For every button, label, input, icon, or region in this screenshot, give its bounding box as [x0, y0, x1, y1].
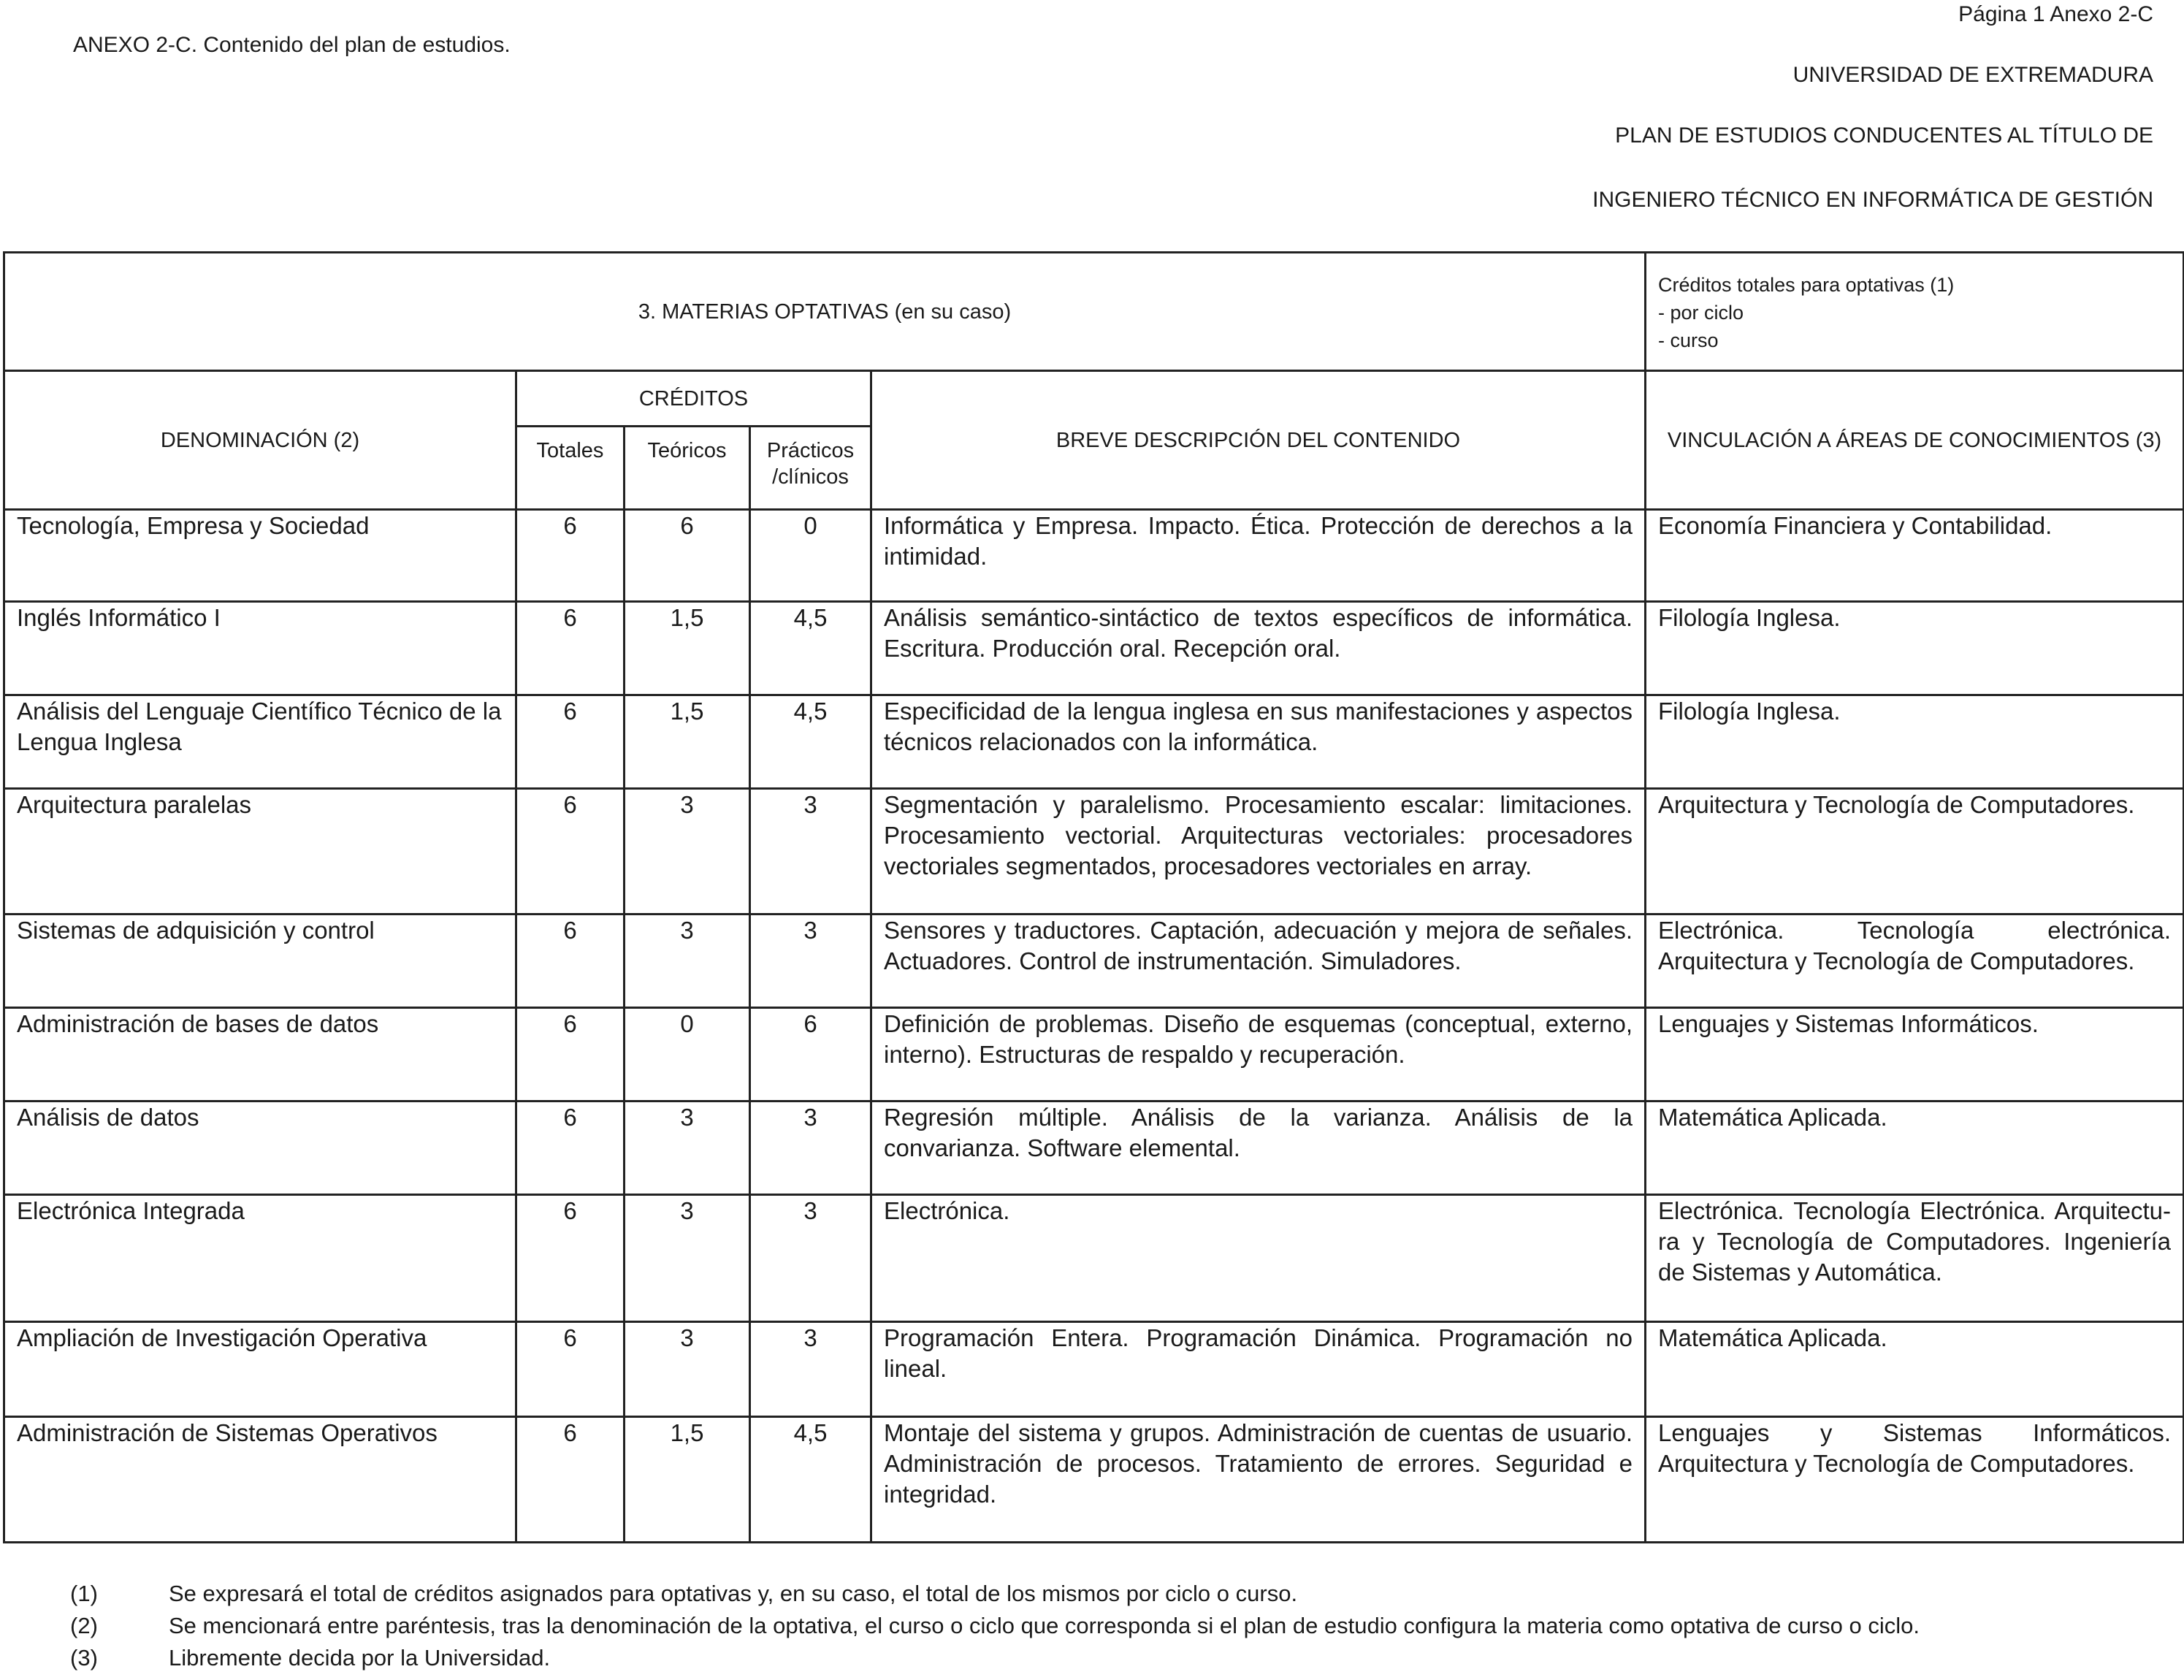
credits-practicos: 3	[750, 789, 871, 915]
subject-description: Electrónica.	[871, 1195, 1646, 1322]
knowledge-area: Electrónica. Tecnología Electrónica. Arquitectu-ra y Tecnología de Computadores. Ingeniería de Sistemas y Automática.	[1646, 1195, 2184, 1322]
subject-name: Electrónica Integrada	[4, 1195, 516, 1322]
table-row	[4, 789, 2184, 915]
table-row	[4, 1195, 2184, 1322]
credits-teoricos: 6	[625, 510, 750, 602]
subject-description: Análisis semántico-sintáctico de textos específicos de informática. Escritura. Producción oral. Recepción oral.	[871, 602, 1646, 695]
knowledge-area: Matemática Aplicada.	[1646, 1322, 2184, 1417]
credits-teoricos: 3	[625, 789, 750, 915]
optional-subjects-table	[3, 251, 2184, 1543]
credits-totales: 6	[516, 602, 625, 695]
subject-description: Segmentación y paralelismo. Procesamiento escalar: limitaciones. Procesamiento vectorial. Arquitecturas vectoriales: procesadores vectoriales segmentados, procesadores vectoriales en array.	[871, 789, 1646, 915]
table-row	[4, 1417, 2184, 1543]
credits-teoricos: 3	[625, 1322, 750, 1417]
header-teoricos: Teóricos	[625, 427, 750, 510]
annex-title: ANEXO 2-C. Contenido del plan de estudios.	[73, 33, 511, 57]
credits-totales: 6	[516, 1101, 625, 1195]
credits-practicos: 4,5	[750, 602, 871, 695]
credits-practicos: 4,5	[750, 695, 871, 789]
degree-title: INGENIERO TÉCNICO EN INFORMÁTICA DE GESTIÓN	[1592, 188, 2153, 212]
footnote	[70, 1642, 1920, 1674]
credits-teoricos: 0	[625, 1008, 750, 1101]
subject-description: Montaje del sistema y grupos. Administración de cuentas de usuario. Administración de procesos. Tratamiento de errores. Seguridad e integridad.	[871, 1417, 1646, 1543]
credits-practicos: 3	[750, 915, 871, 1008]
header-vinculacion: VINCULACIÓN A ÁREAS DE CONOCIMIENTOS (3)	[1646, 371, 2184, 510]
credits-totales: 6	[516, 789, 625, 915]
subject-description: Regresión múltiple. Análisis de la varianza. Análisis de la convarianza. Software elemental.	[871, 1101, 1646, 1195]
credits-totales: 6	[516, 695, 625, 789]
knowledge-area: Arquitectura y Tecnología de Computadores.	[1646, 789, 2184, 915]
table-row	[4, 1322, 2184, 1417]
credits-totales: 6	[516, 1417, 625, 1543]
subject-name: Administración de Sistemas Operativos	[4, 1417, 516, 1543]
table-row	[4, 695, 2184, 789]
header-totales: Totales	[516, 427, 625, 510]
footnote-text: Se expresará el total de créditos asignados para optativas y, en su caso, el total de los mismos por ciclo o curso.	[169, 1581, 1298, 1606]
knowledge-area: Filología Inglesa.	[1646, 602, 2184, 695]
table-row	[4, 1101, 2184, 1195]
subject-name: Análisis de datos	[4, 1101, 516, 1195]
subject-name: Tecnología, Empresa y Sociedad	[4, 510, 516, 602]
table-row	[4, 510, 2184, 602]
header-descripcion: BREVE DESCRIPCIÓN DEL CONTENIDO	[871, 371, 1646, 510]
credits-totales: 6	[516, 1322, 625, 1417]
subject-name: Inglés Informático I	[4, 602, 516, 695]
header-practicos: Prácticos /clínicos	[750, 427, 871, 510]
table-row	[4, 915, 2184, 1008]
credits-teoricos: 3	[625, 1195, 750, 1322]
header-denominacion: DENOMINACIÓN (2)	[4, 371, 516, 510]
table-row	[4, 602, 2184, 695]
table-row	[4, 1008, 2184, 1101]
subject-name: Administración de bases de datos	[4, 1008, 516, 1101]
knowledge-area: Filología Inglesa.	[1646, 695, 2184, 789]
page-label: Página 1 Anexo 2-C	[1958, 2, 2153, 26]
subject-description: Sensores y traductores. Captación, adecuación y mejora de señales. Actuadores. Control de instrumentación. Simuladores.	[871, 915, 1646, 1008]
footnote-text: Se mencionará entre paréntesis, tras la denominación de la optativa, el curso o ciclo que corresponda si el plan de estudio configura la materia como optativa de curso o ciclo.	[169, 1613, 1920, 1638]
footnote-text: Libremente decida por la Universidad.	[169, 1645, 551, 1671]
credits-practicos: 3	[750, 1322, 871, 1417]
credits-practicos: 6	[750, 1008, 871, 1101]
knowledge-area: Economía Financiera y Contabilidad.	[1646, 510, 2184, 602]
subject-description: Definición de problemas. Diseño de esquemas (conceptual, externo, interno). Estructuras de respaldo y recuperación.	[871, 1008, 1646, 1101]
credits-totales: 6	[516, 1195, 625, 1322]
credits-teoricos: 1,5	[625, 1417, 750, 1543]
subject-description: Especificidad de la lengua inglesa en sus manifestaciones y aspectos técnicos relacionados con la informática.	[871, 695, 1646, 789]
footnote	[70, 1578, 1920, 1610]
credits-totales: 6	[516, 510, 625, 602]
knowledge-area: Matemática Aplicada.	[1646, 1101, 2184, 1195]
footnote-number: (3)	[70, 1645, 98, 1671]
subject-description: Programación Entera. Programación Dinámica. Programación no lineal.	[871, 1322, 1646, 1417]
credits-teoricos: 1,5	[625, 602, 750, 695]
credits-teoricos: 3	[625, 915, 750, 1008]
credits-practicos: 4,5	[750, 1417, 871, 1543]
footnote-number: (1)	[70, 1581, 98, 1606]
header-creditos: CRÉDITOS	[516, 371, 871, 427]
subject-name: Sistemas de adquisición y control	[4, 915, 516, 1008]
knowledge-area: Electrónica. Tecnología electrónica. Arquitectura y Tecnología de Computadores.	[1646, 915, 2184, 1008]
credits-box-line: - por ciclo	[1658, 302, 1744, 324]
knowledge-area: Lenguajes y Sistemas Informáticos. Arquitectura y Tecnología de Computadores.	[1646, 1417, 2184, 1543]
university-name: UNIVERSIDAD DE EXTREMADURA	[1792, 63, 2153, 87]
footnote	[70, 1610, 1920, 1642]
credits-totales: 6	[516, 915, 625, 1008]
credits-teoricos: 1,5	[625, 695, 750, 789]
credits-box-line: Créditos totales para optativas (1)	[1658, 274, 1955, 296]
credits-practicos: 0	[750, 510, 871, 602]
credits-box-line: - curso	[1658, 329, 1719, 351]
subject-name: Arquitectura paralelas	[4, 789, 516, 915]
credits-teoricos: 3	[625, 1101, 750, 1195]
footnotes	[70, 1578, 1920, 1674]
plan-title: PLAN DE ESTUDIOS CONDUCENTES AL TÍTULO DE	[1615, 123, 2153, 148]
subject-name: Ampliación de Investigación Operativa	[4, 1322, 516, 1417]
credits-totales: 6	[516, 1008, 625, 1101]
total-credits-box	[1646, 253, 2184, 371]
credits-practicos: 3	[750, 1195, 871, 1322]
knowledge-area: Lenguajes y Sistemas Informáticos.	[1646, 1008, 2184, 1101]
subject-name: Análisis del Lenguaje Científico Técnico de la Lengua Inglesa	[4, 695, 516, 789]
subject-description: Informática y Empresa. Impacto. Ética. Protección de derechos a la intimidad.	[871, 510, 1646, 602]
credits-practicos: 3	[750, 1101, 871, 1195]
section-title: 3. MATERIAS OPTATIVAS (en su caso)	[4, 253, 1646, 371]
footnote-number: (2)	[70, 1613, 98, 1638]
